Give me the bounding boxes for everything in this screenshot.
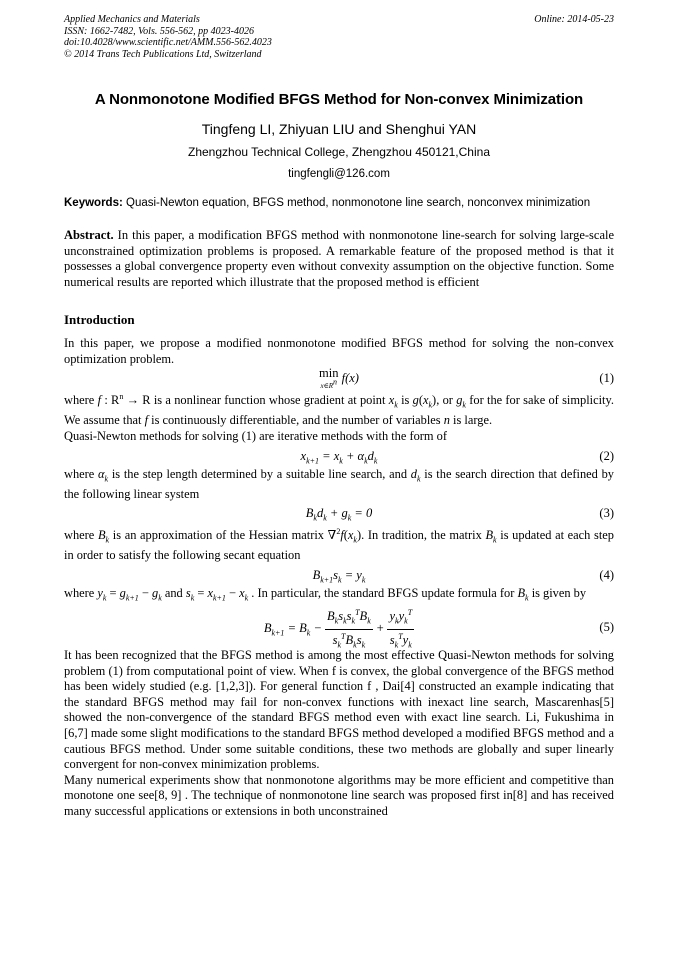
issn: ISSN: 1662-7482, Vols. 556-562, pp 4023-4026 [64,25,254,37]
paragraph-8: Many numerical experiments show that nonmonotone algorithms may be more efficient and competitive than monotone one see[8, 9] . The technique of nonmonotone line search was proposed first in[8] and has received many successful applications or extensions in both unconstrained [64,772,614,818]
journal-header [64,14,614,60]
authors: Tingfeng LI, Zhiyuan LIU and Shenghui YAN [201,121,477,137]
email: tingfengli@126.com [288,168,390,180]
equation-number: (1) [599,371,614,386]
paragraph-4: where $\alpha_k$ is the step length determined by a suitable line search, and $d_k$ is the search direction that defined by the following linear system [64,466,614,501]
paragraph-7: It has been recognized that the BFGS method is among the most effective Quasi-Newton methods for solving problem (1) from computational point of view. When f is convex, the global convergence of the BFGS method has been widely studied (e.g. [1,2,3]). For general function f , Dai[4] constructed an example indicating that the standard BFGS method may fail for non-convex functions with inexact line search, Mascarenhas[5] showed the non-convergence of the standard BFGS method even with exact line search. Li, Fukushima in [6,7] made some slight modifications to the standard BFGS method developed a modified BFGS method and a cautious BFGS method. Under some suitable conditions, these two methods are globally and super linearly convergent for non-convex minimization problems. [64,648,614,772]
abstract-label: Abstract. [64,228,114,242]
paragraph-2: where f : $R^n \to R$ is a nonlinear function whose gradient at point $x_k$ is $g(x_k)$, or $g_k$ for the for sake of simplicity. We assume that f is continuously differentiable, and the number of variables n is large. [64,392,614,428]
affiliation: Zhengzhou Technical College, Zhengzhou 450121,China [188,145,490,159]
equation-number: (4) [599,568,614,582]
equation-3: $B_kd_k + g_k = 0$ (3) [64,502,614,524]
online-date: Online: 2014-05-23 [534,14,614,25]
paper-title: A Nonmonotone Modified BFGS Method for Non-convex Minimization [94,91,584,108]
paragraph-3: Quasi-Newton methods for solving (1) are iterative methods with the form of [64,428,447,443]
equation-1: min $x\in R^n$ f(x) (1) [319,365,614,390]
paragraph-5: where $B_k$ is an approximation of the Hessian matrix $\nabla^2f(x_k)$. In tradition, the matrix $B_k$ is updated at each step in order to satisfy the following secant equation [64,527,614,563]
abstract [64,228,614,290]
equation-number: (5) [599,620,614,635]
abstract-text: In this paper, a modification BFGS method with nonmonotone line-search for solving large-scale unconstrained optimization problems is proposed. A remarkable feature of the proposed method is that it possesses a global convergence property even without convexity assumption on the objective function. Some numerical results are reported which illustrate that the proposed method is efficient [64,228,615,289]
paper-page [64,14,614,820]
equation-5: $B_{k+1} = B_k$ − $\frac{B_ks_ks_k^TB_k}{s_k^TB_ks_k}$ + $\frac{y_ky_k^T}{s_k^Ty_k}$ (5) [263,608,614,650]
keywords-label: Keywords: [64,197,123,209]
equation-number: (2) [599,448,614,463]
keywords-text: Quasi-Newton equation, BFGS method, nonmonotone line search, nonconvex minimization [126,197,591,209]
doi: doi:10.4028/www.scientific.net/AMM.556-562.4023 [64,37,272,48]
paragraph-6: where $y_k = g_{k+1} - g_k$ and $s_k = x_{k+1} - x_k$ . In particular, the standard BFGS update formula for $B_k$ is given by [64,586,587,603]
paragraph-1: In this paper, we propose a modified nonmonotone modified BFGS method for solving the non-convex optimization problem. [64,336,614,366]
equation-4: $B_{k+1}s_k = y_k$ (4) [64,564,614,586]
copyright: © 2014 Trans Tech Publications Ltd, Switzerland [64,48,262,60]
equation-number: (3) [599,506,614,521]
keywords [64,196,614,210]
journal-name: Applied Mechanics and Materials [64,14,200,25]
equation-2: $x_{k+1} = x_k + \alpha_kd_k$ (2) [64,445,614,467]
section-heading: Introduction [64,312,135,327]
